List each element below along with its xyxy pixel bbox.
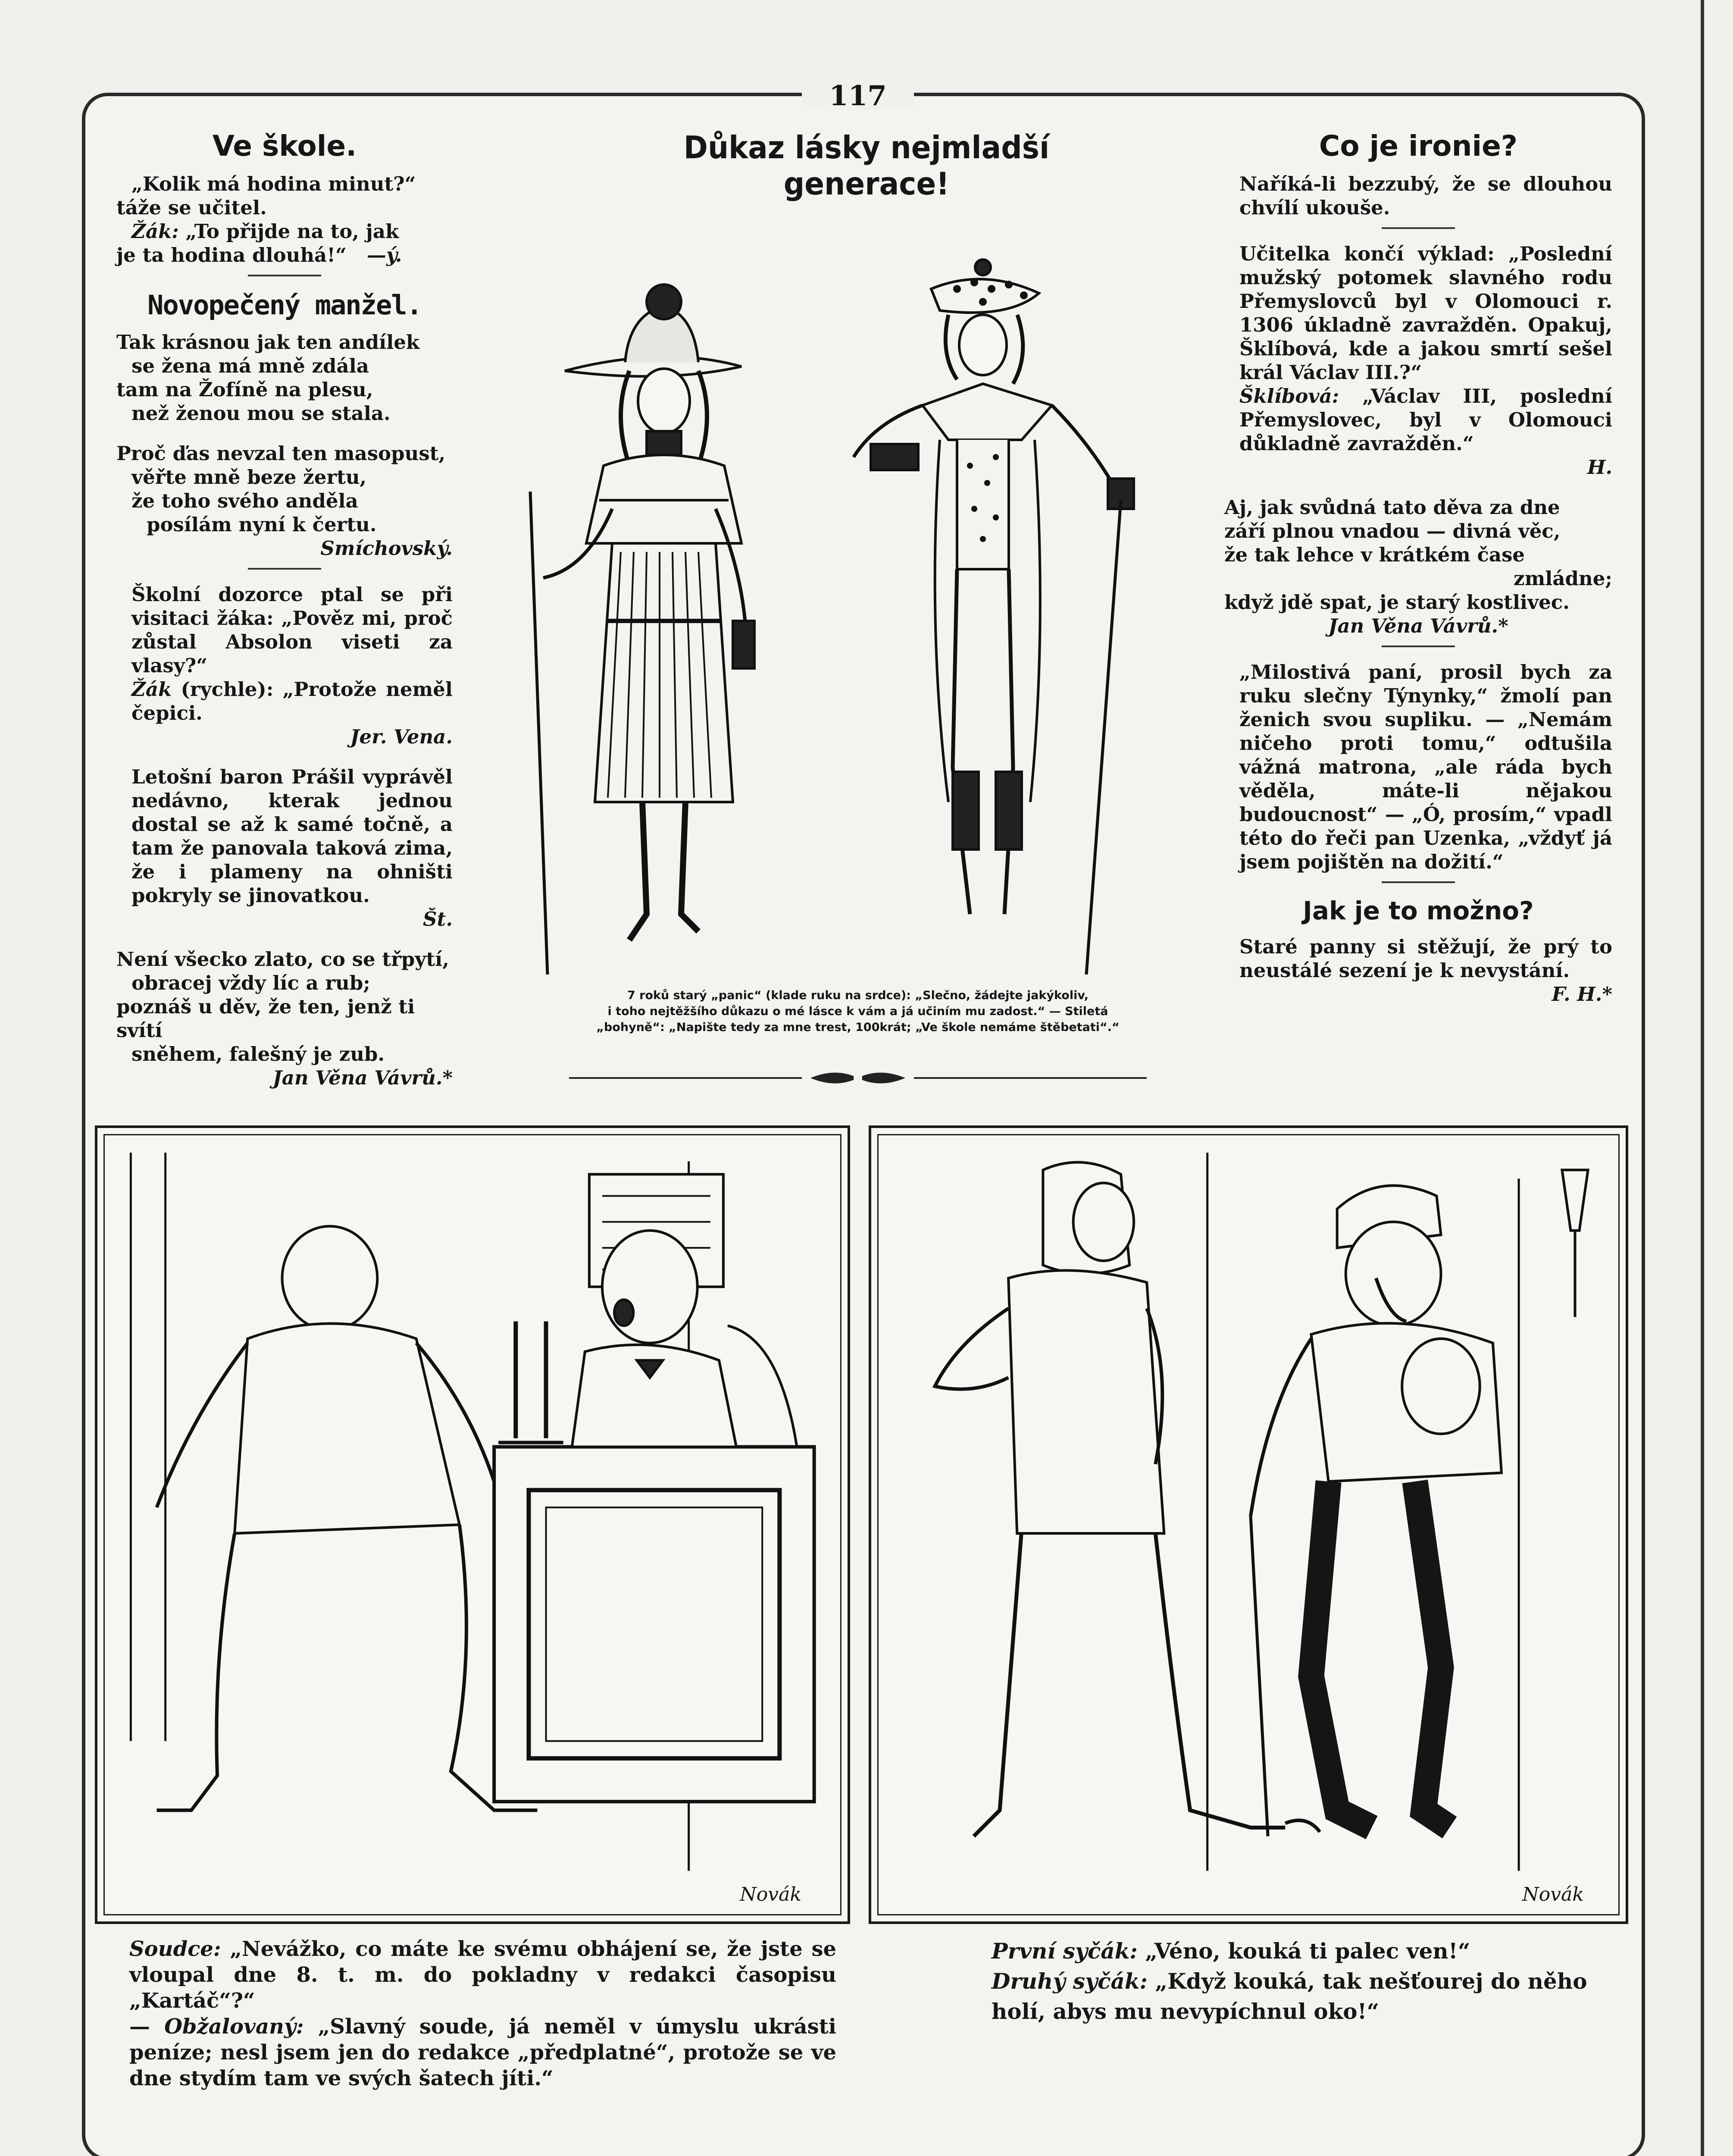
poem-deva — [1224, 495, 1612, 638]
signature: —ý. — [366, 244, 402, 266]
verse-line: Aj, jak svůdná tato děva za dne — [1224, 496, 1560, 519]
speaker-label: Soudce: — [129, 1937, 221, 1961]
caption-line: „bohyně“: „Napište tedy za mne trest, 100krát; „Ve škole nemáme štěbetati“.“ — [596, 1021, 1120, 1034]
verse-line: když jdě spat, je starý kostlivec. — [1224, 591, 1570, 614]
cartoon-vagrants-drawing — [879, 1135, 1618, 1914]
paragraph: Učitelka končí výklad: „Poslední mužský potomek slavného rodu Přemyslovců byl v Olomouci r. 1306 úkladně zavražděn. Opakuj, Šklíbová, kde a jakou smrtí sešel král Václav III.?“ — [1239, 242, 1612, 384]
verse-line: obracej vždy líc a rub; — [131, 971, 370, 994]
joke-ironie — [1224, 172, 1612, 219]
verse-line: září plnou vnadou — divná věc, — [1224, 520, 1561, 542]
signature: Jan Věna Vávrů.* — [272, 1066, 453, 1089]
ornament-divider — [569, 1067, 1147, 1089]
verse-line: Tak krásnou jak ten andílek — [116, 331, 420, 354]
paragraph: „Václav III, poslední Přemyslovec, byl v Olomouci důkladně zavražděn.“ — [1239, 385, 1612, 455]
signature: Jer. Vena. — [350, 725, 453, 748]
cartoon-frame — [877, 1134, 1620, 1915]
artist-signature: Novák — [740, 1883, 801, 1905]
heading-jak-je-to-mozno: Jak je to možno? — [1303, 896, 1534, 925]
joke-prasil — [116, 765, 453, 931]
text-line: je ta hodina dlouhá!“ — [116, 244, 347, 266]
verse-line: sněhem, falešný je zub. — [131, 1043, 385, 1065]
speaker-label: Žák: — [131, 220, 179, 243]
dialogue: „Véno, kouká ti palec ven!“ — [1137, 1938, 1470, 1964]
paragraph: Naříká-li bezzubý, že se dlouhou chvílí ukouše. — [1239, 172, 1612, 219]
cartoon-panel-right — [869, 1125, 1628, 1924]
signature: Jan Věna Vávrů.* — [1328, 614, 1508, 637]
signature: F. H.* — [1552, 983, 1612, 1006]
signature: Smíchovský. — [320, 537, 453, 560]
signature: H. — [1587, 456, 1612, 479]
dialogue: „Nevážko, co máte ke svému obhájení se, že jste se vloupal dne 8. t. m. do pokladny v redakci časopisu „Kartáč“?“ — [129, 1937, 836, 2013]
paragraph: Staré panny si stěžují, že prý to neustálé sezení je k nevystání. — [1239, 935, 1612, 982]
separator — [248, 275, 321, 276]
text-line: táže se učitel. — [116, 196, 267, 219]
center-title: Důkaz lásky nejmladší generace! — [683, 129, 1050, 202]
verse-line: Proč ďas nevzal ten masopust, — [116, 442, 446, 465]
joke-dozorce — [116, 583, 453, 749]
signature: Št. — [423, 908, 453, 931]
joke-ucitelka — [1224, 242, 1612, 479]
speaker-label: Obžalovaný: — [164, 2015, 304, 2039]
paragraph: (rychle): „Protože neměl čepici. — [131, 678, 453, 724]
text-line: „Kolik má hodina minut?“ — [131, 172, 416, 195]
separator — [248, 568, 321, 570]
illustration-children — [500, 241, 1216, 983]
poem-novopeceny — [116, 330, 453, 560]
verse-line: Není všecko zlato, co se třpytí, — [116, 948, 449, 971]
cartoon-frame — [103, 1134, 841, 1915]
cartoon-panel-left — [95, 1125, 850, 1924]
speaker-label: První syčák: — [992, 1938, 1138, 1964]
paragraph: „Milostivá paní, prosil bych za ruku slečny Týnynky,“ žmolí pan ženich svou supliku. — „Nemám ničeho proti tomu,“ odtušila vážná matrona, „ale ráda bych věděla, máte-li nějakou budoucnost“ — „Ó, prosím,“ vpadl této do řeči pan Uzenka, „vždyť já jsem pojištěn na dožití.“ — [1239, 661, 1612, 873]
heading-ve-skole: Ve škole. — [212, 129, 357, 163]
speaker-label: Druhý syčák: — [992, 1968, 1148, 1994]
cartoon-judge-drawing — [105, 1135, 840, 1914]
speaker-label: Žák — [131, 678, 172, 701]
joke-milostiva — [1224, 660, 1612, 874]
verse-line: že toho svého anděla — [131, 489, 358, 512]
artist-signature: Novák — [1522, 1883, 1584, 1905]
separator — [1382, 646, 1455, 647]
verse-line: tam na Žofíně na plesu, — [116, 378, 373, 401]
verse-line: se žena má mně zdála — [131, 354, 369, 377]
dialogue: „Slavný soude, já neměl v úmyslu ukrásti peníze; nesl jsem jen do redakce „předplatné“, protože se ve dne stydím tam ve svých šatech jíti.“ — [129, 2015, 836, 2090]
illustration-caption — [500, 987, 1216, 1035]
joke-mozno — [1224, 935, 1612, 1006]
caption-line: 7 roků starý „panic“ (klade ruku na srdce): „Slečno, žádejte jakýkoliv, — [627, 989, 1089, 1002]
page-number: 117 — [802, 80, 914, 110]
heading-novopeceny-manzel: Novopečený manžel. — [147, 289, 422, 321]
right-column — [1224, 129, 1612, 1006]
verse-line: zmládne; — [1514, 567, 1612, 590]
heading-co-je-ironie: Co je ironie? — [1319, 129, 1518, 163]
poem-zlato — [116, 947, 453, 1090]
verse-line: než ženou mou se stala. — [131, 402, 391, 425]
joke-ve-skole — [116, 172, 453, 267]
text-line: „To přijde na to, jak — [178, 220, 399, 243]
caption-line: i toho nejtěžšího důkazu o mé lásce k vám a já učiním mu zadost.“ — Stiletá — [607, 1005, 1108, 1018]
verse-line: věřte mně beze žertu, — [131, 466, 367, 489]
separator — [1382, 881, 1455, 883]
separator — [1382, 227, 1455, 229]
verse-line: poznáš u děv, že ten, jenž ti svítí — [116, 995, 415, 1042]
cartoon-caption-right — [992, 1936, 1617, 2027]
paragraph: Letošní baron Prášil vyprávěl nedávno, kterak jednou dostal se až k samé točně, a tam že panovala taková zima, že i plameny na ohništi pokryly se jinovatkou. — [131, 765, 453, 907]
children-drawing — [500, 241, 1216, 983]
verse-line: posílám nyní k čertu. — [147, 513, 377, 536]
left-column — [116, 129, 453, 1090]
cartoon-caption-left: Soudce: „Nevážko, co máte ke svému obhájení se, že jste se vloupal dne 8. t. m. do pokladny v redakci časopisu „Kartáč“?“ — Obžalovaný: „Slavný soude, já neměl v úmyslu ukrásti peníze; nesl jsem jen do redakce „předplatné“, protože se ve dne stydím tam ve svých šatech jíti.“ — [129, 1937, 836, 2090]
speaker-label: Šklíbová: — [1239, 385, 1339, 407]
verse-line: že tak lehce v krátkém čase — [1224, 543, 1525, 566]
page-edge-line — [1701, 0, 1704, 2156]
paragraph: Školní dozorce ptal se při visitaci žáka: „Pověz mi, proč zůstal Absolon viseti za vlasy?“ — [131, 583, 453, 677]
dialogue: „Když kouká, tak nešťourej do něho holí, abys mu nevypíchnul oko!“ — [992, 1968, 1587, 2024]
